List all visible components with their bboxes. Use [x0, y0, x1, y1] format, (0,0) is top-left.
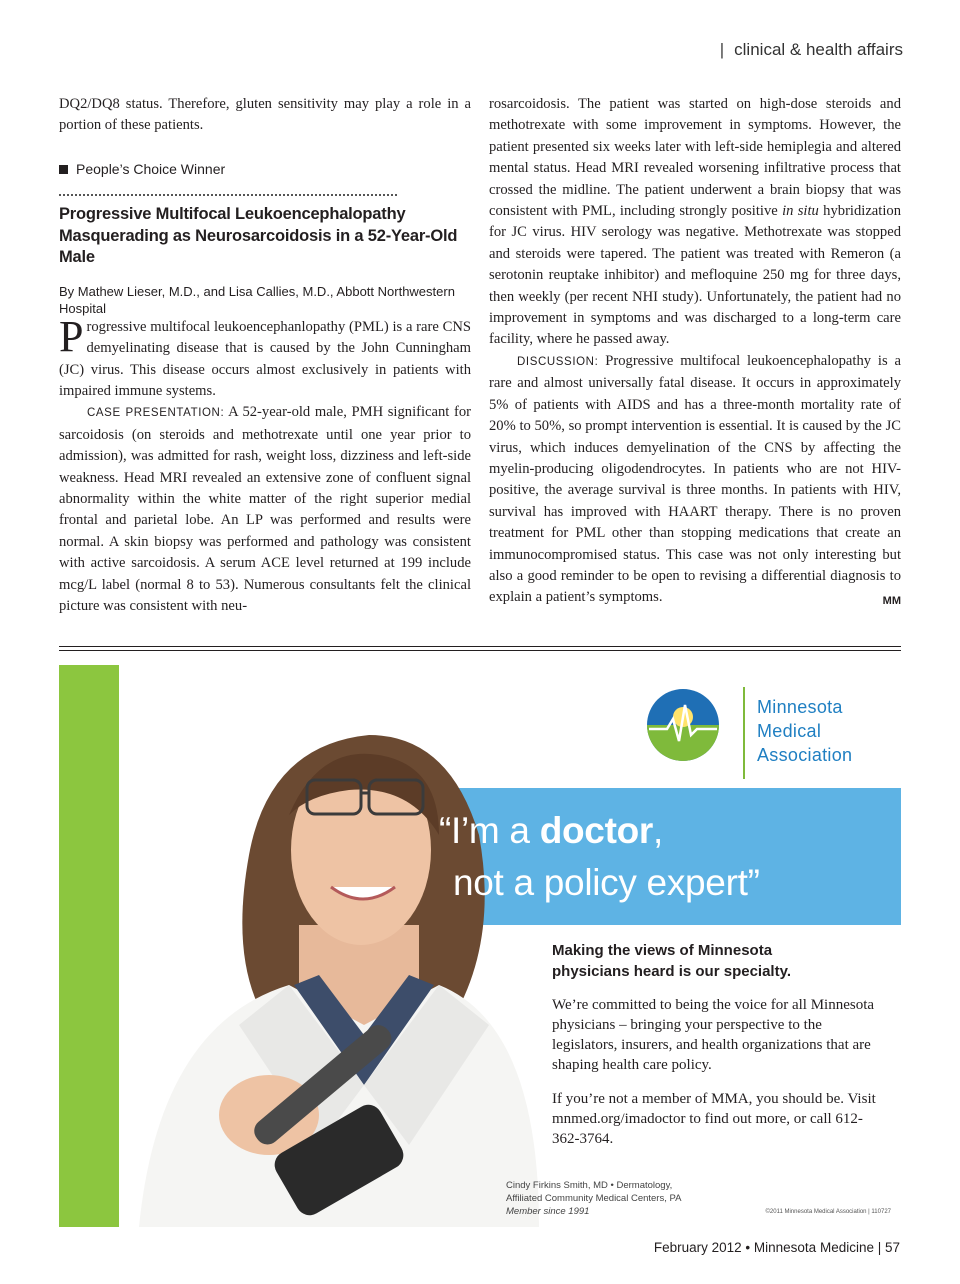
continued-paragraph: DQ2/DQ8 status. Therefore, gluten sensitivity may play a role in a portion of these patients.	[59, 96, 471, 134]
doctor-portrait	[119, 665, 539, 1227]
green-panel	[59, 665, 119, 1227]
left-column	[59, 94, 471, 617]
continued-case-paragraph	[489, 94, 901, 351]
mma-advertisement	[59, 665, 901, 1227]
photo-caption	[506, 1179, 681, 1218]
discussion-label: DISCUSSION:	[517, 355, 599, 368]
header-divider: |	[719, 40, 725, 59]
ad-headline	[552, 940, 791, 982]
ad-top-rule-2	[59, 650, 901, 651]
case-cont-text-b: hybridization for JC virus. HIV serology was negative. Methotrexate was stopped and steroids were tapered. The patient was treated with Remeron (a serotonin reuptake inhibitor) and mefloquine 250 mg for three days, then weekly (per recent NHI study). Unfortunately, the patient had no improvement in symptoms and was discharged to a long-term care facility, where he passed away.	[489, 203, 901, 348]
discussion-text: Progressive multifocal leukoencephalopathy is a rare and almost universally fatal disease. It occurs in approximately 5% of patients with AIDS and has a three-month mortality rate of 20% to 50%, so prompt intervention is essential. It is caused by the JC virus, which induces demyelination of the CNS by affecting the myelin-producing oligodendrocytes. In patients who are not HIV-positive, the average survival is three months. In patients with HIV, survival has improved with HAART therapy. There is no proven treatment for PML other than stopping medications that create an immunocompromised status. This case was not only interesting but also a good reminder to be open to revising a differential diagnosis to explain a patient’s symptoms.	[489, 352, 901, 606]
caption-line1: Cindy Firkins Smith, MD • Dermatology,	[506, 1180, 673, 1191]
section-name: clinical & health affairs	[734, 40, 903, 59]
caption-line3: Member since 1991	[506, 1206, 590, 1217]
ad-headline-line2: physicians heard is our specialty.	[552, 963, 791, 980]
discussion-paragraph	[489, 351, 901, 609]
award-text: People’s Choice Winner	[76, 160, 226, 177]
mma-wordmark-line1: Minnesota	[757, 697, 843, 717]
quote-line2: not a policy expert”	[453, 862, 760, 903]
ad-quote	[439, 805, 760, 909]
right-column	[489, 94, 901, 613]
quote-pre: “I’m a	[439, 810, 540, 851]
lede-text: rogressive multifocal leukoencephanlopathy (PML) is a rare CNS demyelinating disease that is caused by the John Cunningham (JC) virus. This disease occurs almost exclusively in patients with impaired immune systems.	[59, 318, 471, 399]
case-label: CASE PRESENTATION:	[87, 407, 225, 420]
article-title: Progressive Multifocal Leukoencephalopathy Masquerading as Neurosarcoidosis in a 52-Year-Old Male	[59, 205, 458, 267]
section-header	[720, 40, 903, 60]
quote-post: ,	[653, 810, 663, 851]
square-bullet-icon	[59, 165, 68, 174]
caption-line2: Affiliated Community Medical Centers, PA	[506, 1193, 682, 1204]
drop-cap: P	[59, 311, 84, 361]
quote-line1	[439, 805, 760, 857]
ad-body	[552, 995, 882, 1149]
ad-copyright: ©2011 Minnesota Medical Association | 110727	[765, 1209, 891, 1215]
ad-headline-line1: Making the views of Minnesota	[552, 942, 773, 959]
case-paragraph	[59, 402, 471, 617]
lede-paragraph	[59, 311, 471, 403]
ad-top-rule	[59, 646, 901, 647]
mma-wordmark-line2: Medical	[757, 721, 822, 741]
page-footer: February 2012 • Minnesota Medicine | 57	[653, 1240, 900, 1255]
award-label	[59, 159, 471, 180]
logo-divider	[743, 687, 745, 779]
ad-body-p2: If you’re not a member of MMA, you should be. Visit mnmed.org/imadoctor to find out more, or call 612-362-3764.	[552, 1091, 876, 1147]
case-cont-text-a: rosarcoidosis. The patient was started on high-dose steroids and methotrexate with some improvement in symptoms. However, the patient presented six weeks later with left-side hemiplegia and altered mental status. Head MRI revealed worsening infiltrative process that crossed the midline. The patient underwent a brain biopsy that was consistent with PML, including strongly positive	[489, 96, 901, 220]
quote-bold: doctor	[539, 810, 653, 851]
end-mark: MM	[882, 595, 901, 608]
case-text: A 52-year-old male, PMH significant for sarcoidosis (on steroids and methotrexate until one year prior to admission), was admitted for rash, weight loss, dizziness and left-side weakness. Head MRI revealed an extensive zone of confluent signal abnormality within the white matter of the right superior medial frontal and parietal lobe. An LP was performed and results were normal. A skin biopsy was performed and pathology was consistent with active sarcoidosis. A serum ACE level returned at 199 include mcg/L label (normal 8 to 53). Numerous consultants felt the clinical picture was consistent with neu-	[59, 404, 471, 614]
dotted-divider	[59, 194, 397, 196]
ad-body-p1: We’re committed to being the voice for all Minnesota physicians – bringing your perspective to the legislators, insurers, and health organizations that are shaping health care policy.	[552, 997, 875, 1073]
in-situ-text: in situ	[782, 203, 819, 220]
mma-wordmark	[757, 695, 852, 767]
mma-logo-icon	[645, 687, 721, 763]
mma-wordmark-line3: Association	[757, 745, 853, 765]
article-byline: By Mathew Lieser, M.D., and Lisa Callies, M.D., Abbott Northwestern Hospital	[59, 283, 455, 316]
